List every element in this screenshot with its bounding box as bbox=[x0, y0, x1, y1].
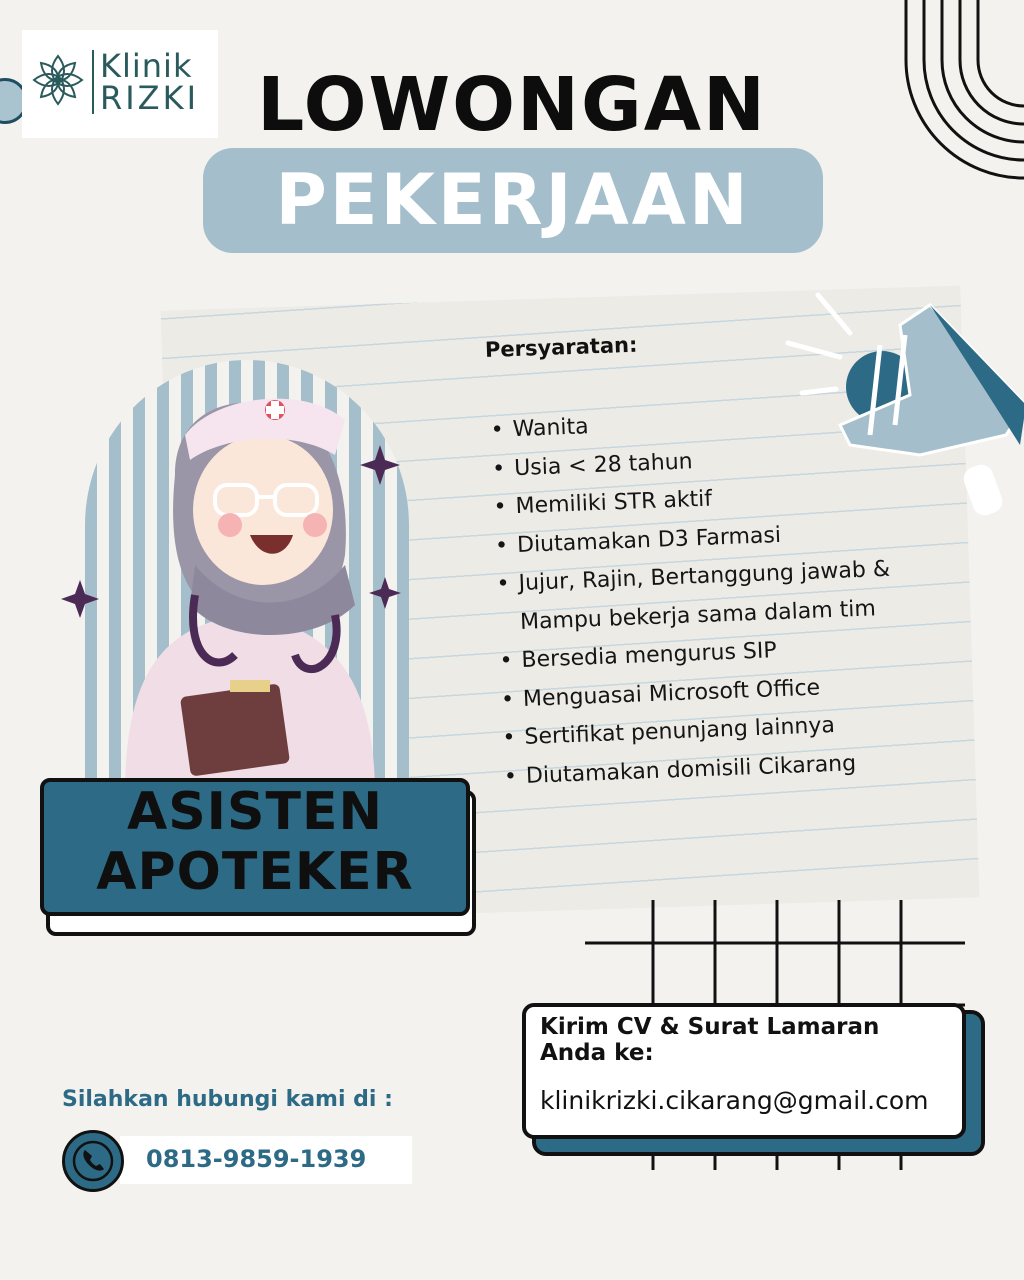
requirement-item: • Menguasai Microsoft Office bbox=[500, 664, 961, 720]
requirement-item: • Usia < 28 tahun bbox=[491, 433, 952, 489]
requirements-heading: Persyaratan: bbox=[484, 332, 638, 362]
requirement-item: • Diutamakan D3 Farmasi bbox=[494, 510, 955, 566]
requirement-item: • Wanita bbox=[490, 394, 951, 450]
logo-line-1: Klinik bbox=[92, 50, 212, 82]
requirement-item: • Memiliki STR aktif bbox=[493, 471, 954, 527]
phone-icon bbox=[62, 1130, 124, 1192]
phone-glyph-icon bbox=[65, 1133, 121, 1189]
requirement-item: • Diutamakan domisili Cikarang bbox=[503, 741, 964, 797]
contact-label: Silahkan hubungi kami di : bbox=[62, 1087, 393, 1112]
logo-line-2: RIZKI bbox=[92, 82, 212, 114]
application-email[interactable]: klinikrizki.cikarang@gmail.com bbox=[540, 1086, 929, 1115]
requirement-item: • Bersedia mengurus SIP bbox=[499, 625, 960, 681]
position-line-1: ASISTEN bbox=[126, 782, 383, 842]
requirement-item: • Jujur, Rajin, Bertanggung jawab & Mampu bekerja sama dalam tim bbox=[496, 548, 959, 643]
requirements-list bbox=[490, 394, 964, 796]
title-line-1: LOWONGAN bbox=[257, 62, 767, 148]
position-line-2: APOTEKER bbox=[96, 842, 414, 902]
cv-instruction: Kirim CV & Surat Lamaran Anda ke: bbox=[540, 1014, 880, 1066]
phone-number[interactable]: 0813-9859-1939 bbox=[146, 1145, 367, 1173]
title-line-2: PEKERJAAN bbox=[275, 159, 751, 241]
pharmacist-illustration bbox=[45, 325, 450, 795]
requirement-item: • Sertifikat penunjang lainnya bbox=[502, 702, 963, 758]
